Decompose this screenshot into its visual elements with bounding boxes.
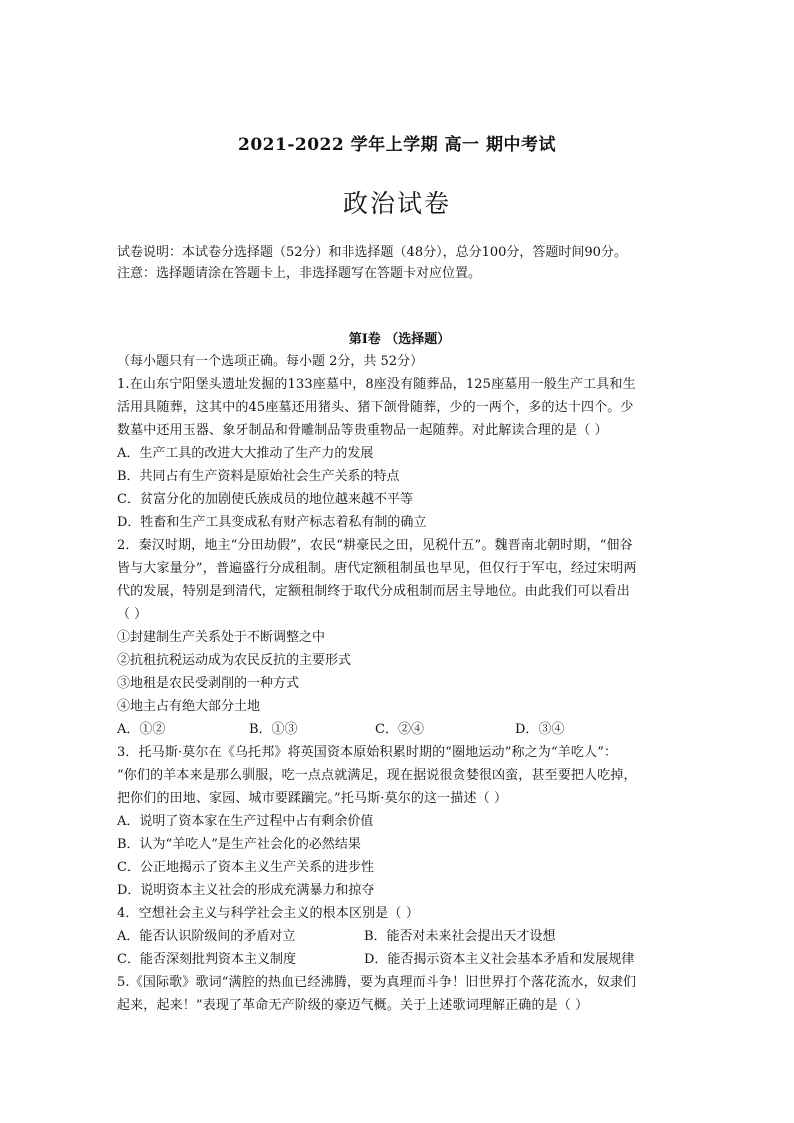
option-d: D．③④ <box>515 722 565 737</box>
option-c: C．贫富分化的加剧使氏族成员的地位越来越不平等 <box>117 492 413 507</box>
question-stem-line: 数墓中还用玉器、象牙制品和骨雕制品等贵重物品一起随葬。对此解读合理的是（ ） <box>117 423 608 438</box>
options-row <box>117 718 682 741</box>
option-b: B．①③ <box>249 722 298 737</box>
question-4 <box>117 902 682 971</box>
option-d: D．说明资本主义社会的形成充满暴力和掠夺 <box>117 883 375 898</box>
question-stem-line: 活用具随葬，这其中的45座墓还用猪头、猪下颌骨随葬，少的一两个，多的达十四个。少 <box>117 400 634 415</box>
question-stem-line: 皆与大家量分”，普遍盛行分成租制。唐代定额租制虽也早见，但仅行于军屯，经过宋明两 <box>117 561 637 576</box>
statement-3: ③地租是农民受剥削的一种方式 <box>117 676 300 691</box>
section-instruction: （每小题只有一个选项正确。每小题 2分，共 52分） <box>117 354 424 369</box>
question-5 <box>117 971 682 1017</box>
exam-notes <box>117 242 697 284</box>
notes-line-attention: 注意：选择题请涂在答题卡上，非选择题写在答题卡对应位置。 <box>117 266 482 281</box>
question-stem-line: 5.《国际歌》歌词“满腔的热血已经沸腾，要为真理而斗争！旧世界打个落花流水，奴隶们 <box>117 975 637 990</box>
option-d: D．能否揭示资本主义社会基本矛盾和发展规律 <box>364 952 635 967</box>
question-3 <box>117 741 682 902</box>
option-c: C．公正地揭示了资本主义生产关系的进步性 <box>117 860 374 875</box>
question-2 <box>117 534 682 741</box>
option-b: B．能否对未来社会提出天才设想 <box>364 929 556 944</box>
option-a: A．能否认识阶级间的矛盾对立 <box>117 929 296 944</box>
options-row <box>117 948 682 971</box>
option-c: C．②④ <box>375 722 424 737</box>
option-b: B．认为“羊吃人”是生产社会化的必然结果 <box>117 837 361 852</box>
option-c: C．能否深刻批判资本主义制度 <box>117 952 296 967</box>
section-title: 第Ⅰ卷 （选择题） <box>348 332 451 347</box>
statement-2: ②抗租抗税运动成为农民反抗的主要形式 <box>117 653 352 668</box>
option-d: D．牲畜和生产工具变成私有财产标志着私有制的确立 <box>117 515 427 530</box>
question-stem-line: 4．空想社会主义与科学社会主义的根本区别是（ ） <box>117 906 420 921</box>
question-stem-line: （ ） <box>117 607 148 622</box>
question-stem-line: 起来，起来！”表现了革命无产阶级的豪迈气概。关于上述歌词理解正确的是（ ） <box>117 998 589 1013</box>
question-stem-line: 把你们的田地、家园、城市要蹂躏完。”托马斯·莫尔的这一描述（ ） <box>117 791 508 806</box>
question-stem-line: 代的发展，特别是到清代，定额租制终于取代分成租制而居主导地位。由此我们可以看出 <box>117 584 630 599</box>
question-1 <box>117 373 682 534</box>
subject-title: 政治试卷 <box>342 189 451 218</box>
question-stem-line: 2．秦汉时期，地主“分田劫假”，农民“耕豪民之田，见税什五”。魏晋南北朝时期，“佃谷 <box>117 538 633 553</box>
question-stem-line: 1.在山东宁阳堡头遗址发掘的133座墓中，8座没有随葬品，125座墓用一般生产工具和生 <box>117 377 636 392</box>
statement-4: ④地主占有绝大部分土地 <box>117 699 261 714</box>
question-stem-line: “你们的羊本来是那么驯服，吃一点点就满足，现在据说很贪婪很凶蛮，甚至要把人吃掉， <box>117 768 637 783</box>
exam-title: 2021-2022 学年上学期 高一 期中考试 <box>238 135 556 155</box>
option-a: A．①② <box>117 722 166 737</box>
notes-line-instructions: 试卷说明：本试卷分选择题（52分）和非选择题（48分），总分100分，答题时间90分。 <box>117 245 627 260</box>
option-a: A．生产工具的改进大大推动了生产力的发展 <box>117 446 374 461</box>
statement-1: ①封建制生产关系处于不断调整之中 <box>117 630 326 645</box>
section-multiple-choice <box>117 330 682 1017</box>
option-b: B．共同占有生产资料是原始社会生产关系的特点 <box>117 469 400 484</box>
question-stem-line: 3．托马斯·莫尔在《乌托邦》将英国资本原始积累时期的“圈地运动”称之为“羊吃人”： <box>117 745 618 760</box>
options-row <box>117 925 682 948</box>
option-a: A．说明了资本家在生产过程中占有剩余价值 <box>117 814 374 829</box>
